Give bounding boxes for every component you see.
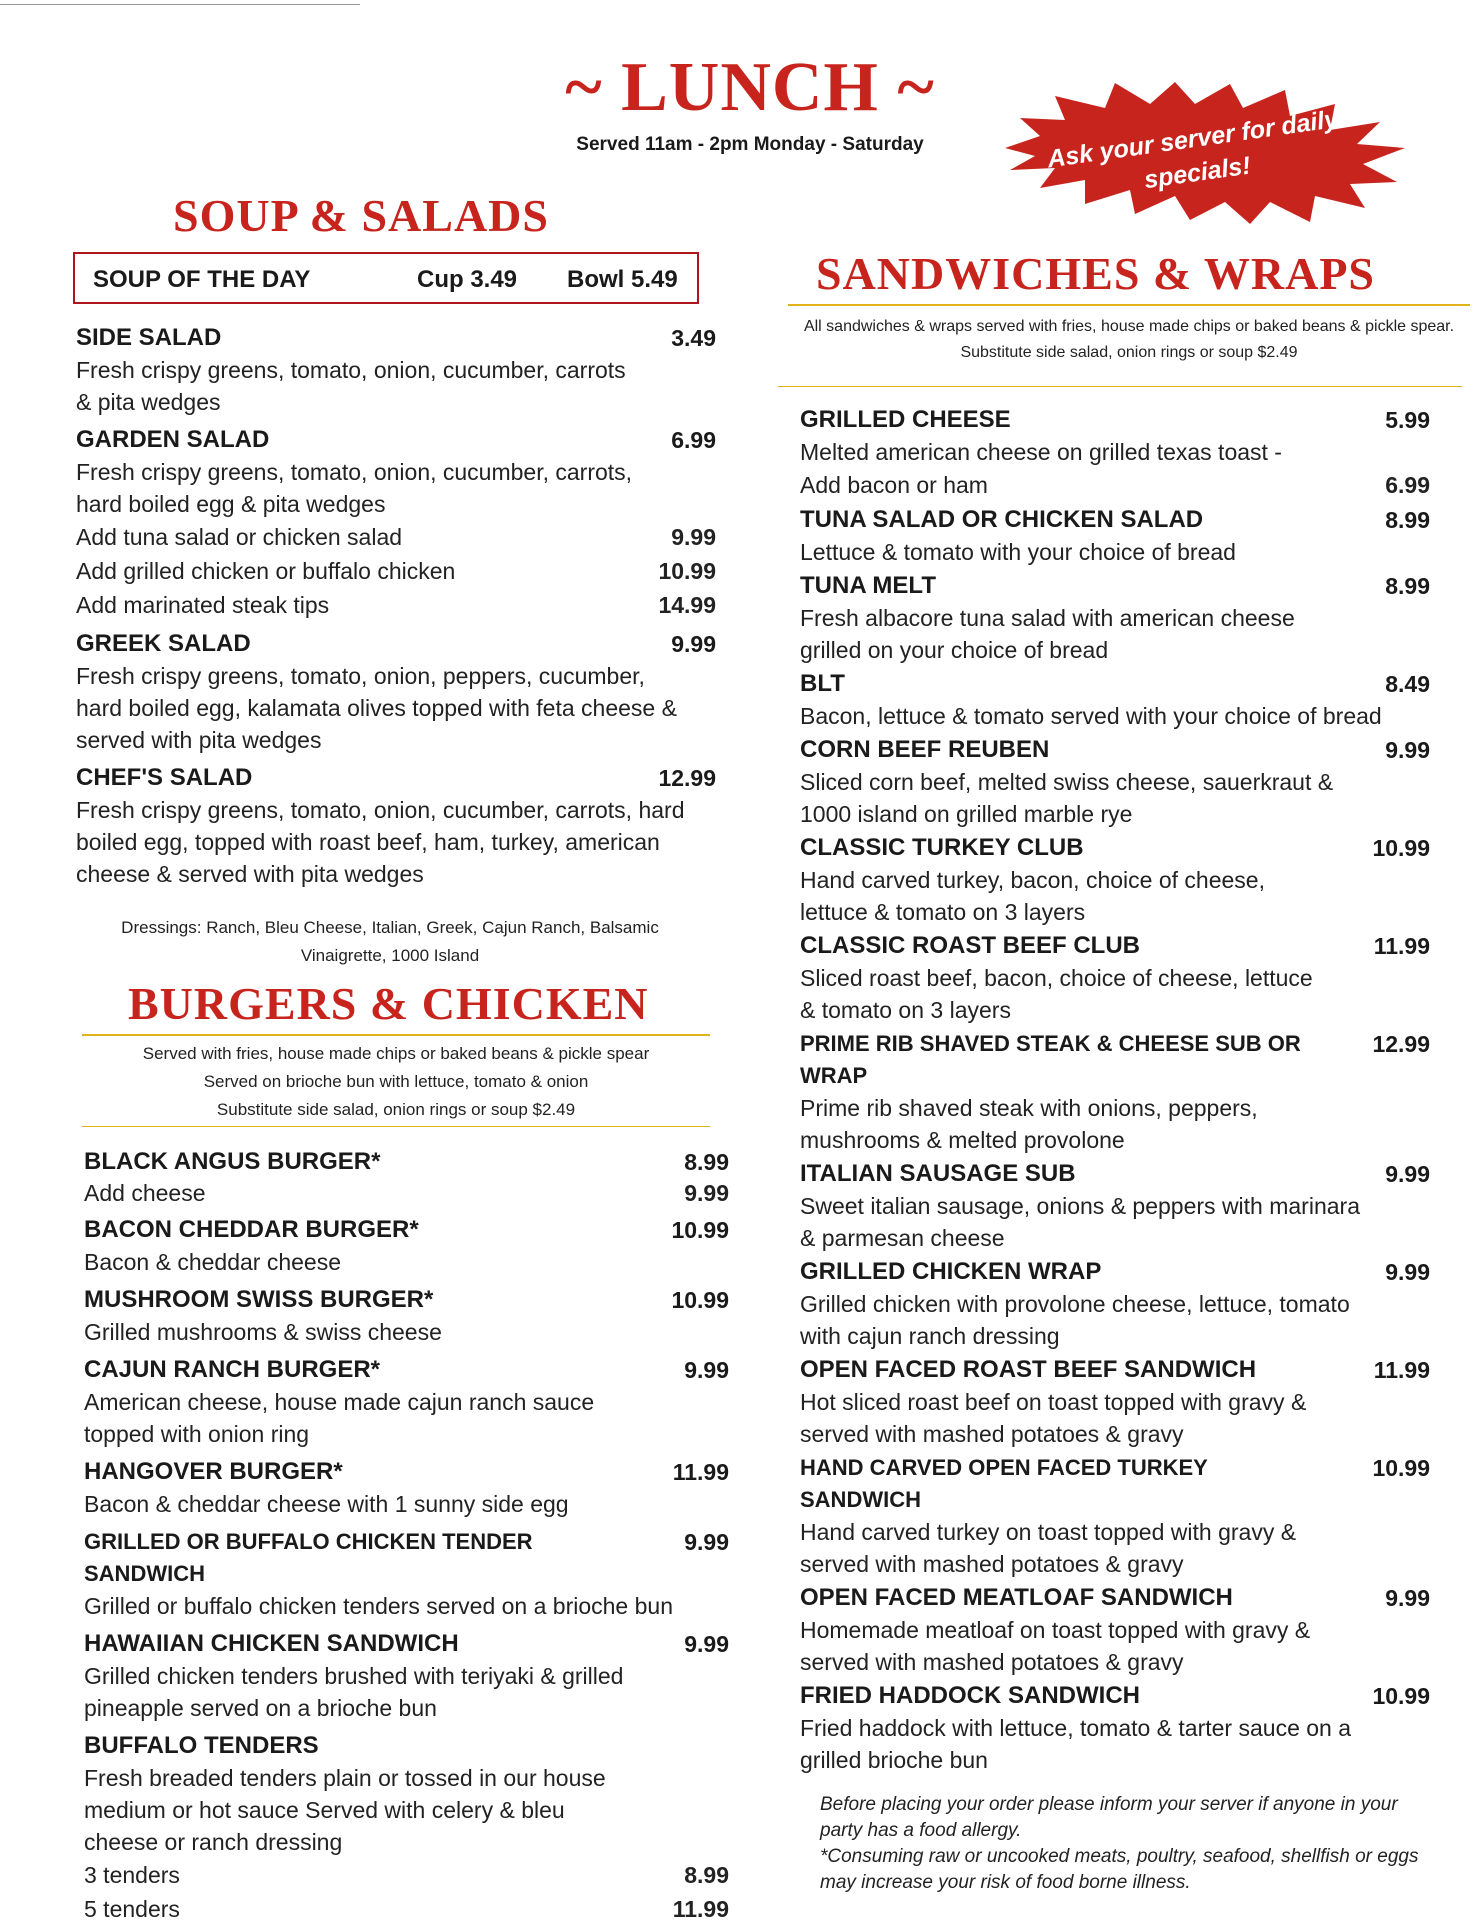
item-name: BLACK ANGUS BURGER* [84, 1148, 381, 1175]
menu-item [800, 668, 1430, 732]
item-price: 10.99 [1372, 1683, 1430, 1709]
addon-price: 10.99 [658, 558, 716, 584]
item-price: 3.49 [671, 325, 716, 351]
item-price: 9.99 [1385, 1585, 1430, 1611]
item-price: 6.99 [671, 427, 716, 453]
addon-row [84, 1858, 729, 1892]
menu-item [800, 1354, 1430, 1450]
addon-price: 11.99 [672, 1896, 729, 1922]
note-line: Substitute side salad, onion rings or soup $2.49 [960, 344, 1298, 361]
item-desc: Hand carved turkey, bacon, choice of cheese, lettuce & tomato on 3 layers [800, 867, 1265, 925]
menu-item [800, 1452, 1430, 1580]
soup-of-day-name: SOUP OF THE DAY [93, 266, 311, 293]
section-rule [82, 1126, 710, 1127]
sandwiches-title: SANDWICHES & WRAPS [816, 248, 1376, 299]
salads-list [76, 322, 716, 896]
menu-item [76, 762, 716, 890]
item-price: 10.99 [671, 1217, 729, 1243]
allergy-notice [820, 1792, 1430, 1896]
item-price: 11.99 [1373, 1357, 1430, 1383]
menu-item [84, 1526, 729, 1622]
item-price: 9.99 [684, 1529, 729, 1555]
item-price: 9.99 [1385, 1259, 1430, 1285]
menu-item [800, 832, 1430, 928]
soup-bowl-price: Bowl 5.49 [567, 266, 678, 293]
menu-item [84, 1284, 729, 1348]
item-desc: Fresh breaded tenders plain or tossed in our house medium or hot sauce Served with celery & bleu cheese or ranch dressing [84, 1765, 606, 1855]
item-desc: Homemade meatloaf on toast topped with gravy & served with mashed potatoes & gravy [800, 1617, 1311, 1675]
item-price: 8.49 [1385, 671, 1430, 697]
item-desc: Bacon & cheddar cheese with 1 sunny side egg [84, 1491, 569, 1517]
item-desc: Sliced roast beef, bacon, choice of cheese, lettuce & tomato on 3 layers [800, 965, 1313, 1023]
item-price: 10.99 [1372, 1455, 1430, 1481]
item-desc: Hand carved turkey on toast topped with gravy & served with mashed potatoes & gravy [800, 1519, 1297, 1577]
menu-item [84, 1730, 729, 1926]
addon-row [800, 468, 1430, 502]
item-desc: Fresh albacore tuna salad with american cheese grilled on your choice of bread [800, 605, 1295, 663]
menu-item [800, 734, 1430, 830]
addon-label: Add grilled chicken or buffalo chicken [76, 558, 456, 584]
addon-label: Add tuna salad or chicken salad [76, 524, 403, 550]
item-name: TUNA MELT [800, 572, 936, 599]
addon-label: Add bacon or ham [800, 472, 988, 498]
menu-item [76, 424, 716, 622]
addon-label: 3 tenders [84, 1862, 180, 1888]
addon-row [76, 520, 716, 554]
addon-label: Add cheese [84, 1180, 206, 1206]
item-name: TUNA SALAD OR CHICKEN SALAD [800, 506, 1204, 533]
item-desc: Grilled mushrooms & swiss cheese [84, 1319, 442, 1345]
burgers-title: BURGERS & CHICKEN [128, 978, 649, 1029]
sandwiches-list [800, 404, 1430, 1778]
item-name: CAJUN RANCH BURGER* [84, 1356, 381, 1383]
item-name: BLT [800, 670, 845, 697]
item-desc: Bacon & cheddar cheese [84, 1249, 342, 1275]
menu-item [800, 1582, 1430, 1678]
sandwiches-note [788, 314, 1470, 366]
item-price: 9.99 [1385, 737, 1430, 763]
note-line: Substitute side salad, onion rings or soup $2.49 [216, 1100, 576, 1119]
addon-row [76, 588, 716, 622]
item-name: CLASSIC ROAST BEEF CLUB [800, 932, 1141, 959]
item-name: SIDE SALAD [76, 324, 222, 351]
specials-text: Ask your server for daily specials! [1045, 104, 1340, 195]
item-price: 10.99 [1372, 835, 1430, 861]
item-price: 11.99 [1373, 933, 1430, 959]
soup-of-day-box [73, 252, 699, 304]
menu-item [800, 504, 1430, 568]
addon-label: 5 tenders [84, 1896, 180, 1922]
item-name: GARDEN SALAD [76, 426, 270, 453]
item-desc: Fresh crispy greens, tomato, onion, cucumber, carrots & pita wedges [76, 357, 626, 415]
menu-item [800, 1158, 1430, 1254]
soup-salads-title: SOUP & SALADS [173, 190, 549, 241]
item-name: OPEN FACED MEATLOAF SANDWICH [800, 1584, 1233, 1611]
item-name: ITALIAN SAUSAGE SUB [800, 1160, 1076, 1187]
item-name: HAND CARVED OPEN FACED TURKEY SANDWICH [800, 1455, 1208, 1512]
section-rule [788, 304, 1470, 306]
item-name: MUSHROOM SWISS BURGER* [84, 1286, 434, 1313]
top-scan-line [0, 4, 360, 5]
item-price: 9.99 [684, 1357, 729, 1383]
menu-item [800, 404, 1430, 502]
item-price: 9.99 [671, 631, 716, 657]
allergy-line: Before placing your order please inform your server if anyone in your party has a food allergy. [820, 1794, 1398, 1841]
addon-label: Add marinated steak tips [76, 592, 330, 618]
note-line: Served with fries, house made chips or baked beans & pickle spear [142, 1044, 650, 1063]
burgers-note [82, 1040, 710, 1124]
item-price: 5.99 [1385, 407, 1430, 433]
item-desc: Prime rib shaved steak with onions, peppers, mushrooms & melted provolone [800, 1095, 1258, 1153]
menu-item [800, 930, 1430, 1026]
item-name: CHEF'S SALAD [76, 764, 253, 791]
item-price: 10.99 [671, 1287, 729, 1313]
item-price: 8.99 [1385, 573, 1430, 599]
item-desc: Grilled or buffalo chicken tenders served on a brioche bun [84, 1593, 673, 1619]
menu-item [84, 1146, 729, 1208]
addon-price: 6.99 [1385, 472, 1430, 498]
addon-row [84, 1178, 729, 1208]
menu-item [76, 322, 716, 418]
item-desc: Fresh crispy greens, tomato, onion, cucumber, carrots, hard boiled egg & pita wedges [76, 459, 633, 517]
item-desc: Fresh crispy greens, tomato, onion, cucumber, carrots, hard boiled egg, topped with roast beef, ham, turkey, american cheese & served with pita wedges [76, 797, 685, 887]
item-desc: Grilled chicken tenders brushed with teriyaki & grilled pineapple served on a brioche bun [84, 1663, 624, 1721]
addon-row [76, 554, 716, 588]
addon-price: 8.99 [684, 1862, 729, 1888]
soup-cup-price: Cup 3.49 [417, 266, 518, 293]
item-price: 12.99 [1372, 1031, 1430, 1057]
item-name: BACON CHEDDAR BURGER* [84, 1216, 419, 1243]
item-name: PRIME RIB SHAVED STEAK & CHEESE SUB OR WRAP [800, 1031, 1301, 1088]
item-desc: Melted american cheese on grilled texas toast - [800, 439, 1282, 465]
specials-starburst [985, 78, 1425, 228]
menu-item [800, 570, 1430, 666]
menu-item [800, 1680, 1430, 1776]
item-desc: Grilled chicken with provolone cheese, lettuce, tomato with cajun ranch dressing [800, 1291, 1350, 1349]
item-name: GRILLED CHEESE [800, 406, 1011, 433]
item-desc: American cheese, house made cajun ranch sauce topped with onion ring [84, 1389, 595, 1447]
item-price: 11.99 [672, 1459, 729, 1485]
item-desc: Bacon, lettuce & tomato served with your choice of bread [800, 703, 1382, 729]
addon-row [84, 1892, 729, 1926]
item-name: OPEN FACED ROAST BEEF SANDWICH [800, 1356, 1257, 1383]
menu-item [76, 628, 716, 756]
burgers-list [84, 1146, 729, 1932]
menu-item [84, 1354, 729, 1450]
item-name: HAWAIIAN CHICKEN SANDWICH [84, 1630, 459, 1657]
note-line: Served on brioche bun with lettuce, tomato & onion [203, 1072, 589, 1091]
item-name: GREEK SALAD [76, 630, 251, 657]
item-name: GRILLED OR BUFFALO CHICKEN TENDER SANDWICH [84, 1529, 533, 1586]
item-name: BUFFALO TENDERS [84, 1732, 319, 1759]
item-price: 12.99 [658, 765, 716, 791]
menu-item [84, 1456, 729, 1520]
item-desc: Fried haddock with lettuce, tomato & tarter sauce on a grilled brioche bun [800, 1715, 1352, 1773]
menu-item [800, 1256, 1430, 1352]
item-price: 9.99 [684, 1631, 729, 1657]
item-price: 9.99 [1385, 1161, 1430, 1187]
item-price: 8.99 [1385, 507, 1430, 533]
addon-price: 14.99 [658, 592, 716, 618]
menu-item [800, 1028, 1430, 1156]
item-name: CORN BEEF REUBEN [800, 736, 1050, 763]
addon-price: 9.99 [684, 1180, 729, 1206]
section-rule [778, 386, 1462, 387]
menu-item [84, 1214, 729, 1278]
item-desc: Lettuce & tomato with your choice of bread [800, 539, 1236, 565]
allergy-line: *Consuming raw or uncooked meats, poultry, seafood, shellfish or eggs may increase your risk of food borne illness. [820, 1846, 1419, 1893]
section-rule [82, 1034, 710, 1036]
item-name: CLASSIC TURKEY CLUB [800, 834, 1084, 861]
item-price: 8.99 [684, 1149, 729, 1175]
item-name: FRIED HADDOCK SANDWICH [800, 1682, 1140, 1709]
item-name: HANGOVER BURGER* [84, 1458, 343, 1485]
addon-price: 9.99 [671, 524, 716, 550]
item-name: GRILLED CHICKEN WRAP [800, 1258, 1102, 1285]
menu-title: ~ LUNCH ~ [565, 49, 935, 126]
served-hours: Served 11am - 2pm Monday - Saturday [576, 134, 924, 155]
menu-item [84, 1628, 729, 1724]
dressings-note: Dressings: Ranch, Bleu Cheese, Italian, Greek, Cajun Ranch, Balsamic Vinaigrette, 1000 Island [121, 918, 659, 965]
item-desc: Fresh crispy greens, tomato, onion, peppers, cucumber, hard boiled egg, kalamata olives topped with feta cheese & served with pita wedges [76, 663, 677, 753]
note-line: All sandwiches & wraps served with fries, house made chips or baked beans & pickle spear. [803, 318, 1455, 335]
item-desc: Sweet italian sausage, onions & peppers with marinara & parmesan cheese [800, 1193, 1360, 1251]
item-desc: Hot sliced roast beef on toast topped with gravy & served with mashed potatoes & gravy [800, 1389, 1307, 1447]
item-desc: Sliced corn beef, melted swiss cheese, sauerkraut & 1000 island on grilled marble rye [800, 769, 1334, 827]
